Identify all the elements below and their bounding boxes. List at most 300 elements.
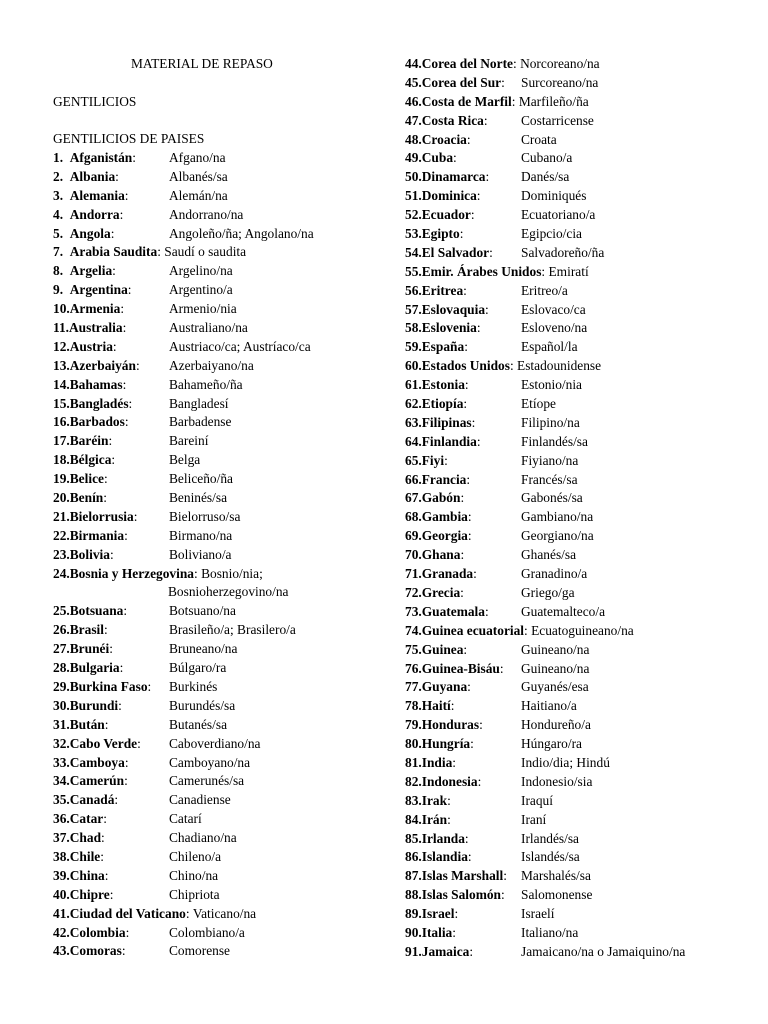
- gentilicio: Jamaicano/na o Jamaiquino/na: [521, 943, 686, 959]
- separator-colon: :: [120, 301, 125, 317]
- country-name: Comoras: [69, 943, 122, 959]
- gentilicio-entry: [405, 867, 755, 886]
- gentilicio: Armenio/nia: [169, 301, 237, 317]
- entry-number: 67.: [405, 490, 422, 506]
- gentilicio: Israelí: [521, 906, 555, 922]
- gentilicio-entry: [405, 508, 755, 527]
- separator-colon: :: [114, 792, 119, 808]
- country-name: Honduras: [421, 717, 480, 733]
- entry-number: 18.: [53, 452, 70, 468]
- entry-number: 28.: [53, 660, 70, 676]
- separator-colon: :: [476, 433, 481, 449]
- gentilicio: Español/la: [521, 339, 578, 355]
- country-name: Brasil: [69, 622, 104, 638]
- separator-colon: :: [463, 641, 468, 657]
- separator-colon: :: [132, 150, 136, 165]
- country-name: Guyana: [421, 679, 468, 695]
- gentilicio: Guatemalteco/a: [521, 603, 606, 619]
- entry-number: 89.: [405, 906, 422, 922]
- entry-number: 84.: [405, 811, 422, 827]
- gentilicio-entry: [405, 149, 755, 168]
- entry-number: 65.: [405, 452, 422, 468]
- gentilicio: Afgano/na: [169, 150, 226, 165]
- country-name: Chad: [69, 830, 102, 846]
- gentilicio: Argentino/a: [169, 282, 233, 298]
- gentilicio: Beliceño/ña: [169, 471, 233, 487]
- gentilicio: Ecuatoriano/a: [521, 207, 596, 223]
- gentilicio-entry: [53, 905, 383, 924]
- separator-colon: :: [121, 943, 126, 959]
- country-name: Costa Rica: [421, 112, 484, 128]
- gentilicio: Iraquí: [521, 792, 553, 808]
- gentilicio-entry: [53, 149, 383, 168]
- gentilicio: Burundés/sa: [169, 697, 236, 713]
- entry-number: 74.: [405, 622, 422, 638]
- gentilicio-entry: [405, 811, 755, 830]
- gentilicio: Saudí o saudita: [164, 244, 247, 260]
- gentilicio: Búlgaro/ra: [169, 660, 227, 676]
- entry-number: 45.: [405, 74, 422, 90]
- gentilicio: Chadiano/na: [169, 830, 237, 846]
- entry-number: 49.: [405, 150, 422, 166]
- gentilicio-entry: [405, 206, 755, 225]
- country-name: Arabia Saudita: [69, 244, 158, 260]
- country-name: Burundi: [69, 697, 119, 713]
- gentilicio-entry: [405, 244, 755, 263]
- separator-colon: :: [485, 169, 490, 185]
- gentilicio-entry: [53, 489, 383, 508]
- separator-colon: :: [470, 736, 474, 752]
- entry-number: 43.: [53, 943, 70, 959]
- separator-colon: :: [127, 282, 132, 298]
- gentilicio: Filipino/na: [521, 414, 580, 430]
- gentilicio: Austriaco/ca; Austríaco/ca: [169, 338, 311, 354]
- gentilicio: Camboyano/na: [169, 754, 251, 770]
- separator-colon: :: [466, 471, 471, 487]
- entry-number: 82.: [405, 773, 422, 789]
- separator-colon: :: [157, 244, 165, 260]
- gentilicio-entry: [405, 282, 755, 301]
- entry-number: 15.: [53, 395, 70, 411]
- country-name: Ciudad del Vaticano: [69, 905, 186, 921]
- entry-number: 60.: [405, 358, 422, 374]
- country-name: India: [421, 754, 453, 770]
- separator-colon: :: [147, 678, 152, 694]
- separator-colon: :: [524, 622, 532, 638]
- entry-number: 47.: [405, 112, 422, 128]
- gentilicio-entry: [405, 848, 755, 867]
- country-name: Australia: [69, 320, 123, 336]
- separator-colon: :: [464, 830, 469, 846]
- separator-colon: :: [452, 924, 456, 940]
- entry-number: 31.: [53, 716, 70, 732]
- separator-colon: :: [499, 660, 504, 676]
- gentilicio: Costarricense: [521, 112, 594, 128]
- gentilicio-entry: [405, 678, 755, 697]
- gentilicio-entry: [53, 376, 383, 395]
- separator-colon: :: [109, 546, 114, 562]
- country-name: Bahamas: [69, 376, 123, 392]
- country-name: Dinamarca: [421, 169, 486, 185]
- separator-colon: :: [112, 338, 117, 354]
- gentilicio-entry: [405, 395, 755, 414]
- gentilicio: Francés/sa: [521, 471, 578, 487]
- country-name: Bolivia: [69, 546, 110, 562]
- country-name: Irak: [421, 792, 448, 808]
- gentilicio: Guyanés/esa: [521, 679, 589, 695]
- gentilicio: Irlandés/sa: [521, 830, 580, 846]
- country-name: Granada: [421, 566, 474, 582]
- gentilicio-entry: [405, 187, 755, 206]
- gentilicio-entry: [405, 74, 755, 93]
- separator-colon: :: [122, 376, 127, 392]
- country-name: Botsuana: [69, 603, 124, 619]
- gentilicio-entry: [405, 301, 755, 320]
- country-name: Guatemala: [421, 603, 485, 619]
- separator-colon: :: [463, 282, 467, 298]
- country-name: Bélgica: [69, 452, 112, 468]
- gentilicio: Danés/sa: [521, 169, 570, 185]
- entry-number: 66.: [405, 471, 422, 487]
- gentilicio-entry: [53, 281, 383, 300]
- separator-colon: :: [109, 886, 114, 902]
- gentilicio-entry: [53, 867, 383, 886]
- separator-colon: :: [460, 547, 465, 563]
- gentilicio-entry: [53, 395, 383, 414]
- gentilicio: Azerbaiyano/na: [169, 357, 254, 373]
- gentilicio-entry: [53, 791, 383, 810]
- gentilicio: Argelino/na: [169, 263, 233, 279]
- separator-colon: :: [484, 603, 489, 619]
- entry-number: 40.: [53, 886, 70, 902]
- separator-colon: :: [509, 358, 518, 374]
- entry-number: 37.: [53, 830, 70, 846]
- entry-number: 1.: [53, 150, 70, 165]
- country-name: Francia: [421, 471, 467, 487]
- gentilicio-entry: [53, 451, 383, 470]
- separator-colon: :: [473, 566, 477, 582]
- country-name: Birmania: [69, 527, 125, 543]
- gentilicio-entry: [405, 603, 755, 622]
- gentilicio-entry: [53, 508, 383, 527]
- gentilicio: Salvadoreño/ña: [521, 244, 605, 260]
- country-name: Armenia: [69, 301, 121, 317]
- separator-colon: :: [118, 697, 122, 713]
- country-name: Chipre: [69, 886, 110, 902]
- separator-colon: :: [452, 754, 457, 770]
- gentilicio: Barbadense: [169, 414, 232, 430]
- subsection-heading: GENTILICIOS DE PAISES: [53, 131, 205, 146]
- country-name: Guinea: [421, 641, 464, 657]
- gentilicio: Bareiní: [169, 433, 209, 449]
- entry-number: 52.: [405, 207, 422, 223]
- separator-colon: :: [115, 168, 119, 184]
- country-name: Estados Unidos: [421, 358, 510, 374]
- gentilicio: Bosnio/nia;: [201, 565, 263, 581]
- separator-colon: :: [124, 773, 128, 789]
- entry-number: 88.: [405, 887, 422, 903]
- separator-colon: :: [467, 849, 472, 865]
- entry-number: 54.: [405, 244, 422, 260]
- gentilicio: Angoleño/ña; Angolano/na: [169, 225, 314, 241]
- entry-number: 35.: [53, 792, 70, 808]
- separator-colon: :: [185, 905, 193, 921]
- gentilicio-entry: [53, 697, 383, 716]
- entry-number: 25.: [53, 603, 70, 619]
- gentilicio-entry: [405, 112, 755, 131]
- gentilicio-entry: [405, 773, 755, 792]
- gentilicio-entry: [53, 319, 383, 338]
- entry-number: 36.: [53, 811, 70, 827]
- gentilicio-entry: [53, 602, 383, 621]
- gentilicio-entry: [405, 527, 755, 546]
- gentilicio-entry: [405, 641, 755, 660]
- separator-colon: :: [479, 717, 483, 733]
- gentilicio: Catarí: [169, 811, 202, 827]
- left-column: [53, 149, 383, 961]
- gentilicio-entry: [405, 792, 755, 811]
- separator-colon: :: [109, 641, 113, 657]
- gentilicio-entry: [53, 168, 383, 187]
- gentilicio-entry: [53, 886, 383, 905]
- entry-number: 12.: [53, 338, 70, 354]
- separator-colon: :: [466, 131, 471, 147]
- gentilicio-entry: [53, 470, 383, 489]
- entry-number: 21.: [53, 508, 70, 524]
- gentilicio-entry: [405, 93, 755, 112]
- entry-number: 32.: [53, 735, 70, 751]
- gentilicio: Granadino/a: [521, 566, 588, 582]
- country-name: Jamaica: [421, 943, 470, 959]
- entry-number: 78.: [405, 698, 422, 714]
- separator-colon: :: [108, 433, 113, 449]
- gentilicio-entry: [405, 754, 755, 773]
- country-name: Andorra: [69, 206, 120, 222]
- gentilicio-entry: [53, 924, 383, 943]
- gentilicio-entry: [53, 942, 383, 961]
- country-name: Benín: [69, 490, 104, 506]
- gentilicio-entry: [405, 905, 755, 924]
- separator-colon: :: [123, 603, 128, 619]
- gentilicio-entry: [53, 338, 383, 357]
- separator-colon: :: [104, 716, 109, 732]
- gentilicio: Italiano/na: [521, 924, 579, 940]
- gentilicio-entry: [53, 754, 383, 773]
- entry-number: 90.: [405, 924, 422, 940]
- entry-number: 91.: [405, 943, 422, 959]
- entry-number: 69.: [405, 528, 422, 544]
- separator-colon: :: [124, 187, 129, 203]
- separator-colon: :: [128, 395, 133, 411]
- gentilicio-entry: [405, 225, 755, 244]
- separator-colon: :: [104, 867, 109, 883]
- country-name: Baréin: [69, 433, 109, 449]
- entry-number: 70.: [405, 547, 422, 563]
- gentilicio: Brasileño/a; Brasilero/a: [169, 622, 296, 638]
- country-name: Bielorrusia: [69, 508, 134, 524]
- country-name: Finlandia: [421, 433, 477, 449]
- country-name: Eslovenia: [421, 320, 477, 336]
- gentilicio: Guineano/na: [521, 660, 590, 676]
- entry-number: 11.: [53, 320, 69, 336]
- country-name: Haití: [421, 698, 451, 714]
- gentilicio: Salomonense: [521, 887, 593, 903]
- entry-number: 17.: [53, 433, 70, 449]
- gentilicio-entry: [405, 338, 755, 357]
- entry-number: 44.: [405, 56, 422, 71]
- gentilicio-entry: [53, 357, 383, 376]
- country-name: El Salvador: [421, 244, 490, 260]
- separator-colon: :: [119, 206, 124, 222]
- entry-number: 63.: [405, 414, 422, 430]
- entry-number: 53.: [405, 226, 422, 242]
- separator-colon: :: [101, 830, 105, 846]
- entry-number: 29.: [53, 678, 70, 694]
- right-column: [405, 55, 755, 962]
- gentilicio: Gambiano/na: [521, 509, 594, 525]
- separator-colon: :: [111, 452, 116, 468]
- country-name: Gambia: [421, 509, 468, 525]
- separator-colon: :: [133, 508, 138, 524]
- gentilicio: Australiano/na: [169, 320, 248, 336]
- entry-number: 55.: [405, 263, 422, 279]
- gentilicio-entry: [405, 565, 755, 584]
- gentilicio-entry: [405, 319, 755, 338]
- separator-colon: :: [541, 263, 549, 279]
- entry-number: 71.: [405, 566, 422, 582]
- gentilicio: Albanés/sa: [169, 168, 228, 184]
- gentilicio: Estadounidense: [517, 358, 602, 374]
- gentilicio: Húngaro/ra: [521, 736, 582, 752]
- separator-colon: :: [135, 357, 140, 373]
- entry-number: 4.: [53, 206, 70, 222]
- gentilicio: Dominiqués: [521, 188, 587, 204]
- entry-number: 73.: [405, 603, 422, 619]
- gentilicio-entry: [53, 735, 383, 754]
- gentilicio-entry: [53, 243, 383, 262]
- separator-colon: :: [124, 527, 128, 543]
- entry-number: 72.: [405, 584, 422, 600]
- separator-colon: :: [467, 509, 472, 525]
- gentilicio: Alemán/na: [169, 187, 228, 203]
- country-name: Argentina: [69, 282, 128, 298]
- country-name: Islas Marshall: [421, 868, 504, 884]
- separator-colon: :: [469, 943, 474, 959]
- entry-number: 50.: [405, 169, 422, 185]
- country-name: China: [69, 867, 105, 883]
- gentilicio: Chileno/a: [169, 848, 222, 864]
- separator-colon: :: [193, 565, 202, 581]
- country-name: Austria: [69, 338, 113, 354]
- entry-number: 14.: [53, 376, 70, 392]
- gentilicio-entry: [53, 659, 383, 678]
- country-name: Islas Salomón: [421, 887, 502, 903]
- gentilicio: Ecuatoguineano/na: [531, 622, 634, 638]
- entry-number: 51.: [405, 188, 422, 204]
- country-name: Ghana: [421, 547, 461, 563]
- gentilicio-entry: [405, 131, 755, 150]
- separator-colon: :: [447, 811, 451, 827]
- gentilicio: Chino/na: [169, 867, 219, 883]
- entry-number: 64.: [405, 433, 422, 449]
- country-name: Estonia: [421, 377, 465, 393]
- country-name: Guinea-Bisáu: [421, 660, 500, 676]
- country-name: Afganistán: [69, 150, 133, 165]
- gentilicio: Iraní: [521, 811, 547, 827]
- entry-number: 33.: [53, 754, 70, 770]
- gentilicio-entry: [53, 565, 383, 584]
- entry-number: 48.: [405, 131, 422, 147]
- separator-colon: :: [137, 735, 141, 751]
- gentilicio: Gabonés/sa: [521, 490, 583, 506]
- gentilicio: Marfileño/ña: [518, 93, 589, 109]
- entry-number: 20.: [53, 490, 70, 506]
- gentilicio-entry: [53, 206, 383, 225]
- separator-colon: :: [512, 56, 521, 71]
- entry-number: 81.: [405, 754, 422, 770]
- gentilicio: Estonio/nia: [521, 377, 582, 393]
- country-name: Fiyi: [421, 452, 445, 468]
- entry-number: 38.: [53, 848, 70, 864]
- entry-number: 59.: [405, 339, 422, 355]
- entry-number: 9.: [53, 282, 70, 298]
- entry-number: 76.: [405, 660, 422, 676]
- country-name: Croacia: [421, 131, 467, 147]
- country-name: Italia: [421, 924, 453, 940]
- separator-colon: :: [467, 679, 471, 695]
- country-name: Irán: [421, 811, 448, 827]
- separator-colon: :: [476, 320, 481, 336]
- gentilicio-entry: [53, 527, 383, 546]
- gentilicio: Guineano/na: [521, 641, 590, 657]
- country-name: Ecuador: [421, 207, 471, 223]
- gentilicio-entry: [405, 168, 755, 187]
- separator-colon: :: [471, 414, 476, 430]
- gentilicio: Islandés/sa: [521, 849, 580, 865]
- entry-number: 5.: [53, 225, 70, 241]
- gentilicio-entry: [53, 848, 383, 867]
- gentilicio: Esloveno/na: [521, 320, 588, 336]
- separator-colon: :: [463, 396, 468, 412]
- gentilicio: Bielorruso/sa: [169, 508, 241, 524]
- document-title: MATERIAL DE REPASO: [131, 56, 273, 71]
- gentilicio-entry: [405, 924, 755, 943]
- country-name: Bulgaria: [69, 660, 120, 676]
- gentilicio: Bosnioherzegovino/na: [168, 584, 289, 600]
- entry-number: 42.: [53, 924, 70, 940]
- separator-colon: :: [477, 773, 482, 789]
- gentilicio-entry: [53, 640, 383, 659]
- country-name: Emir. Árabes Unidos: [421, 263, 542, 279]
- entry-number: 41.: [53, 905, 70, 921]
- country-name: Guinea ecuatorial: [421, 622, 525, 638]
- gentilicio: Chipriota: [169, 886, 220, 902]
- separator-colon: :: [103, 471, 108, 487]
- gentilicio: Birmano/na: [169, 527, 233, 543]
- separator-colon: :: [476, 188, 481, 204]
- separator-colon: :: [501, 887, 505, 903]
- entry-number: 85.: [405, 830, 422, 846]
- entry-number: 58.: [405, 320, 422, 336]
- country-name: Grecia: [421, 584, 461, 600]
- gentilicio-continuation: [53, 583, 383, 602]
- gentilicio-entry: [53, 187, 383, 206]
- entry-number: 61.: [405, 377, 422, 393]
- entry-number: 77.: [405, 679, 422, 695]
- gentilicio-entry: [405, 433, 755, 452]
- gentilicio-entry: [53, 621, 383, 640]
- gentilicio-entry: [53, 772, 383, 791]
